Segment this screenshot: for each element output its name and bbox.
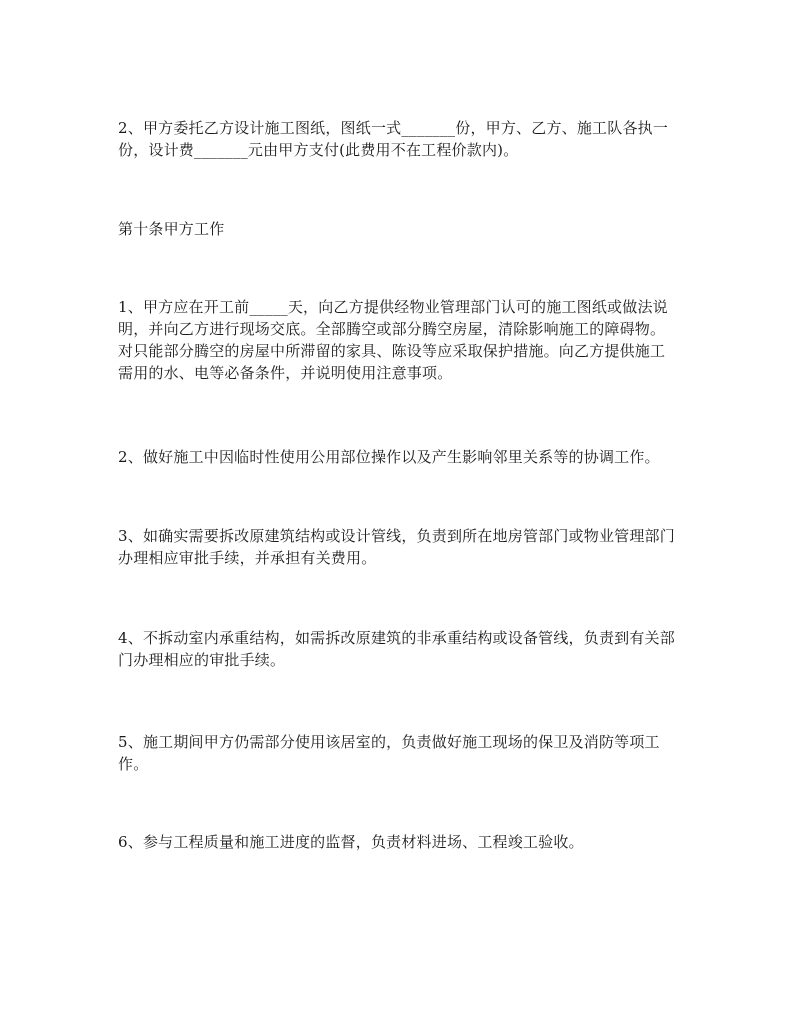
paragraph-design-drawings: 2、甲方委托乙方设计施工图纸，图纸一式_______份，甲方、乙方、施工队各执一份，设计费_______元由甲方支付(此费用不在工程价款内)。 <box>118 119 669 159</box>
paragraph-item-3: 3、如确实需要拆改原建筑结构或设计管线，负责到所在地房管部门或物业管理部门办理相应审批手续，并承担有关费用。 <box>118 527 675 567</box>
section-heading-article-10: 第十条甲方工作 <box>118 220 225 238</box>
paragraph-item-4: 4、不拆动室内承重结构，如需拆改原建筑的非承重结构或设备管线，负责到有关部门办理相应的审批手续。 <box>118 629 675 669</box>
paragraph-item-6: 6、参与工程质量和施工进度的监督，负责材料进场、工程竣工验收。 <box>118 833 584 851</box>
paragraph-item-2: 2、做好施工中因临时性使用公用部位操作以及产生影响邻里关系等的协调工作。 <box>118 448 660 466</box>
paragraph-item-1: 1、甲方应在开工前_____天，向乙方提供经物业管理部门认可的施工图纸或做法说明，并向乙方进行现场交底。全部腾空或部分腾空房屋，清除影响施工的障碍物。对只能部分腾空的房屋中所滞留的家具、陈设等应采取保护措施。向乙方提供施工需用的水、电等必备条件，并说明使用注意事项。 <box>118 298 668 382</box>
paragraph-item-5: 5、施工期间甲方仍需部分使用该居室的，负责做好施工现场的保卫及消防等项工作。 <box>118 733 660 773</box>
